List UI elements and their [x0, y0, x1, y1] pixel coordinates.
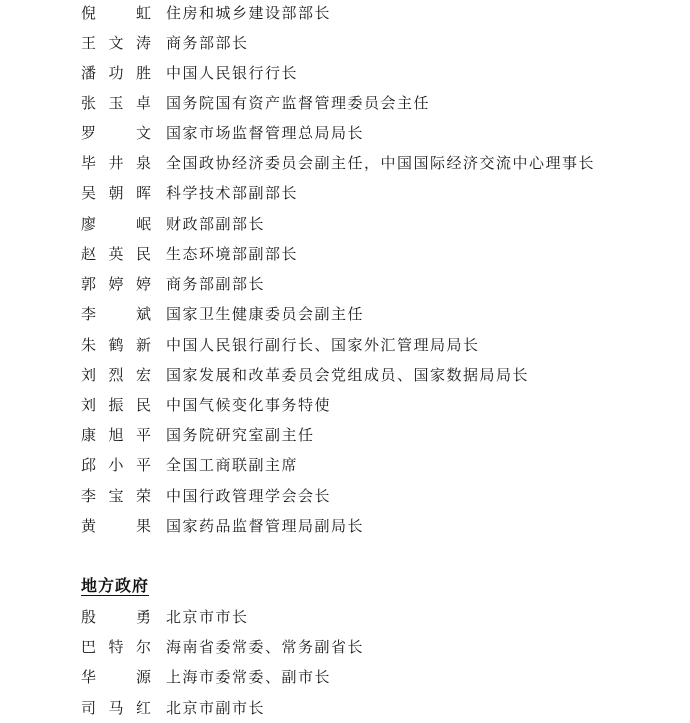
official-row: [0, 269, 690, 299]
official-title: 中国人民银行副行长、国家外汇管理局局长: [166, 336, 480, 354]
official-title: 国务院研究室副主任: [166, 426, 315, 444]
official-title: 国家药品监督管理局副局长: [166, 517, 365, 535]
official-name: 刘烈宏: [81, 366, 151, 384]
official-title: 商务部部长: [166, 34, 249, 52]
official-name: 巴特尔: [81, 638, 151, 656]
official-row: [0, 0, 690, 28]
official-row: [0, 693, 690, 723]
official-row: [0, 148, 690, 178]
official-name: 刘振民: [81, 396, 151, 414]
official-row: [0, 88, 690, 118]
official-name: 邱小平: [81, 456, 151, 474]
section-heading-local-government: 地方政府: [81, 576, 150, 595]
official-row: [0, 602, 690, 632]
official-row: [0, 118, 690, 148]
official-title: 中国气候变化事务特使: [166, 396, 332, 414]
official-row: [0, 632, 690, 662]
official-title: 中国人民银行行长: [166, 64, 299, 82]
official-title: 全国工商联副主席: [166, 456, 299, 474]
official-name: 张玉卓: [81, 94, 151, 112]
official-row: [0, 662, 690, 692]
official-name: 赵英民: [81, 245, 151, 263]
official-name: 李 斌: [81, 305, 151, 323]
official-row: [0, 481, 690, 511]
official-title: 全国政协经济委员会副主任，中国国际经济交流中心理事长: [166, 154, 596, 172]
official-row: [0, 450, 690, 480]
official-title: 北京市副市长: [166, 699, 266, 717]
official-title: 商务部副部长: [166, 275, 266, 293]
official-title: 上海市委常委、副市长: [166, 668, 332, 686]
official-name: 倪 虹: [81, 4, 151, 22]
official-row: [0, 58, 690, 88]
official-row: [0, 209, 690, 239]
official-title: 财政部副部长: [166, 215, 266, 233]
official-name: 朱鹤新: [81, 336, 151, 354]
official-name: 殷 勇: [81, 608, 151, 626]
official-name: 潘功胜: [81, 64, 151, 82]
official-name: 罗 文: [81, 124, 151, 142]
official-title: 生态环境部副部长: [166, 245, 299, 263]
official-row: [0, 299, 690, 329]
official-row: [0, 178, 690, 208]
official-title: 国务院国有资产监督管理委员会主任: [166, 94, 431, 112]
official-row: [0, 28, 690, 58]
official-row: [0, 511, 690, 541]
official-title: 海南省委常委、常务副省长: [166, 638, 365, 656]
official-title: 国家发展和改革委员会党组成员、国家数据局局长: [166, 366, 530, 384]
official-row: [0, 360, 690, 390]
official-name: 毕井泉: [81, 154, 151, 172]
official-title: 国家市场监督管理总局局长: [166, 124, 365, 142]
official-title: 国家卫生健康委员会副主任: [166, 305, 365, 323]
official-name: 华 源: [81, 668, 151, 686]
official-row: [0, 239, 690, 269]
official-row: [0, 420, 690, 450]
official-name: 王文涛: [81, 34, 151, 52]
official-name: 黄 果: [81, 517, 151, 535]
official-title: 中国行政管理学会会长: [166, 487, 332, 505]
official-name: 康旭平: [81, 426, 151, 444]
official-row: [0, 390, 690, 420]
official-title: 科学技术部副部长: [166, 184, 299, 202]
official-name: 李宝荣: [81, 487, 151, 505]
official-name: 司马红: [81, 699, 151, 717]
official-row: [0, 330, 690, 360]
official-title: 北京市市长: [166, 608, 249, 626]
official-name: 吴朝晖: [81, 184, 151, 202]
official-title: 住房和城乡建设部部长: [166, 4, 332, 22]
official-name: 廖 岷: [81, 215, 151, 233]
official-name: 郭婷婷: [81, 275, 151, 293]
